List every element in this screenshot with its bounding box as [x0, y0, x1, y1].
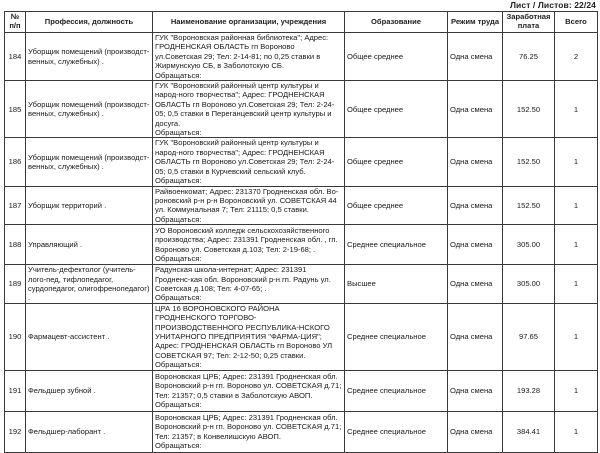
org-text: Радунская школа-интернат; Адрес: 231391 Гродненс-кая обл. Вороновский р-н гп. Радунь ул. Советская д.108; Тел: 4-07-65; . — [155, 265, 331, 293]
row-total: 1 — [555, 370, 598, 411]
row-education: Среднее специальное — [345, 303, 448, 370]
header-work-mode: Режим труда — [448, 12, 503, 33]
row-total: 1 — [555, 81, 598, 138]
row-num: 184 — [5, 33, 26, 81]
contact-text: Обращаться: — [155, 293, 202, 303]
header-num: № п/п — [5, 12, 26, 33]
org-text: Вороновская ЦРБ; Адрес: 231391 Гродненская обл. Вороновский р-н гп. Вороново ул. СОВЕТСКАЯ д.71; Тел: 21357; 0,5 ставки в Заболотскую АВОП. — [155, 371, 342, 400]
row-salary: 97.65 — [503, 303, 555, 370]
header-total: Всего — [555, 12, 598, 33]
row-total: 1 — [555, 411, 598, 452]
row-profession: Фармацевт-ассистент . — [26, 303, 153, 370]
row-education: Общее среднее — [345, 138, 448, 186]
row-num: 188 — [5, 225, 26, 265]
row-organization — [153, 411, 345, 452]
row-num: 189 — [5, 265, 26, 304]
row-num: 190 — [5, 303, 26, 370]
table-row — [5, 303, 598, 370]
row-profession: Учитель-дефектолог (учитель-лого-пед, тифлопедагог, сурдопедагог, олигофренопедагог) . — [26, 265, 153, 304]
row-organization — [153, 81, 345, 138]
row-work-mode: Одна смена — [448, 186, 503, 225]
org-text: ГУК "Вороновский районный центр культуры и народ-ного творчества"; Адрес: ГРОДНЕНСКАЯ ОБЛАСТЬ гп Вороново ул.Советская 29; Тел: 2-24-05; 0,5 ставки в Курчевский сельский клуб. — [155, 138, 335, 176]
table-row — [5, 225, 598, 265]
table-row — [5, 265, 598, 304]
org-text: Райвоенкомат; Адрес: 231370 Гродненская обл. Во-роновский р-н р-н Вороновский ул. СОВЕТСКАЯ 44 ул. Коммунальная 7; Тел: 21115; 0,5 ставки. — [155, 186, 339, 215]
row-profession: Фельдшер зубной . — [26, 370, 153, 411]
row-work-mode: Одна смена — [448, 370, 503, 411]
org-text: УО Вороновский колледж сельскохозяйственного производства; Адрес: 231391 Гродненская обл. , гп. Вороново ул. Советская д.103; Тел: 2-19-68; . — [155, 225, 338, 254]
contact-text: Обращаться: — [155, 400, 202, 409]
row-salary: 152.50 — [503, 138, 555, 186]
row-work-mode: Одна смена — [448, 265, 503, 304]
row-profession: Уборщик территорий . — [26, 186, 153, 225]
row-salary: 152.50 — [503, 81, 555, 138]
row-salary: 152.50 — [503, 186, 555, 225]
table-row — [5, 81, 598, 138]
row-num: 191 — [5, 370, 26, 411]
row-num: 187 — [5, 186, 26, 225]
row-profession: Уборщик помещений (производст-венных, служебных) . — [26, 138, 153, 186]
row-profession: Фельдшер-лаборант . — [26, 411, 153, 452]
row-total: 2 — [555, 33, 598, 81]
row-organization — [153, 33, 345, 81]
row-organization — [153, 225, 345, 265]
row-education: Среднее специальное — [345, 370, 448, 411]
header-row — [5, 12, 598, 33]
header-organization: Наименование организации, учреждения — [153, 12, 345, 33]
row-work-mode: Одна смена — [448, 411, 503, 452]
row-num: 185 — [5, 81, 26, 138]
contact-text: Обращаться: — [155, 128, 202, 138]
header-education: Образование — [345, 12, 448, 33]
row-profession: Уборщик помещений (производст-венных, служебных) . — [26, 33, 153, 81]
row-total: 1 — [555, 138, 598, 186]
row-organization — [153, 186, 345, 225]
row-profession: Уборщик помещений (производст-венных, служебных) . — [26, 81, 153, 138]
row-num: 192 — [5, 411, 26, 452]
org-text: Вороновская ЦРБ; Адрес: 231391 Гродненская обл. Вороновский р-н гп. Вороново ул. СОВЕТСКАЯ д.71; Тел: 21357; в Конвелишскую АВОП. — [155, 412, 342, 441]
contact-text: Обращаться: — [155, 70, 202, 80]
contact-text: Обращаться: — [155, 441, 202, 450]
table-row — [5, 186, 598, 225]
row-total: 1 — [555, 303, 598, 370]
row-salary: 305.00 — [503, 225, 555, 265]
row-organization — [153, 265, 345, 304]
row-education: Общее среднее — [345, 186, 448, 225]
row-salary: 76.25 — [503, 33, 555, 81]
row-organization — [153, 370, 345, 411]
row-organization — [153, 303, 345, 370]
header-profession: Профессия, должность — [26, 12, 153, 33]
contact-text: Обращаться: — [155, 214, 202, 224]
row-education: Общее среднее — [345, 81, 448, 138]
org-text: ГУК "Вороновская районная библиотека"; Адрес: ГРОДНЕНСКАЯ ОБЛАСТЬ гп Вороново ул.Советская 29; Тел: 2-14-81; по 0,25 ставки в Жирмунскую СБ, в Заболотскую СБ. — [155, 33, 329, 71]
row-salary: 193.28 — [503, 370, 555, 411]
contact-text: Обращаться: — [155, 360, 202, 370]
contact-text: Обращаться: — [155, 254, 202, 264]
vacancy-table — [4, 11, 598, 453]
contact-text: Обращаться: — [155, 176, 202, 186]
row-salary: 384.41 — [503, 411, 555, 452]
row-profession: Управляющий . — [26, 225, 153, 265]
row-total: 1 — [555, 225, 598, 265]
row-total: 1 — [555, 186, 598, 225]
table-row — [5, 138, 598, 186]
row-education: Среднее специальное — [345, 411, 448, 452]
row-education: Высшее — [345, 265, 448, 304]
table-row — [5, 411, 598, 452]
row-education: Общее среднее — [345, 33, 448, 81]
row-work-mode: Одна смена — [448, 303, 503, 370]
table-row — [5, 370, 598, 411]
header-salary: Заработная плата — [503, 12, 555, 33]
sheet-counter: Лист / Листов: 22/24 — [509, 0, 596, 10]
row-education: Среднее специальное — [345, 225, 448, 265]
row-num: 186 — [5, 138, 26, 186]
row-work-mode: Одна смена — [448, 138, 503, 186]
org-text: ГУК "Вороновский районный центр культуры и народ-ного творчества"; Адрес: ГРОДНЕНСКАЯ ОБЛАСТЬ гп Вороново ул.Советская 29; Тел: 2-24-05; 0,5 ставки в Переганцевский центр культуры и досуга. — [155, 81, 335, 128]
table-row — [5, 33, 598, 81]
row-total: 1 — [555, 265, 598, 304]
row-work-mode: Одна смена — [448, 225, 503, 265]
org-text: ЦРА 16 ВОРОНОВСКОГО РАЙОНА ГРОДНЕНСКОГО ТОРГОВО-ПРОИЗВОДСТВЕННОГО РЕСПУБЛИКА-НСКОГО УНИТАРНОГО ПРЕДПРИЯТИЯ "ФАРМА-ЦИЯ"; Адрес: ГРОДНЕНСКАЯ ОБЛАСТЬ гп Вороново УЛ СОВЕТСКАЯ 97; Тел: 2-12-50; 0,25 ставки. — [155, 303, 333, 360]
row-organization — [153, 138, 345, 186]
row-work-mode: Одна смена — [448, 81, 503, 138]
row-work-mode: Одна смена — [448, 33, 503, 81]
row-salary: 305.00 — [503, 265, 555, 304]
